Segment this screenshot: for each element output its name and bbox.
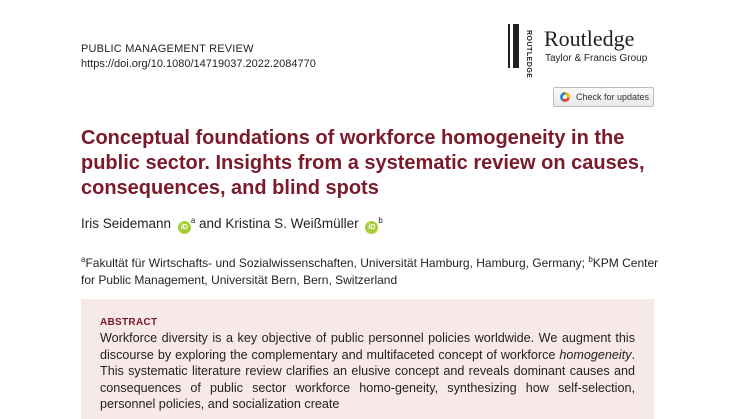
doi-link[interactable]: https://doi.org/10.1080/14719037.2022.2084770 [81,58,316,70]
publisher-group: Taylor & Francis Group [545,53,648,64]
abstract-box [81,299,654,419]
author-name: Iris Seidemann [81,216,172,231]
affil-a-text: Fakultät für Wirtschafts- und Sozialwissenschaften, Universität Hamburg, Hamburg, Germany; [85,256,585,270]
journal-header [81,42,316,72]
publisher-name: Routledge [544,26,635,51]
vertical-logo-text: ROUTLEDGE [525,30,532,79]
author-affil-marker: a [190,216,196,225]
check-for-updates-label: Check for updates [576,92,650,102]
author-separator: and [199,216,222,231]
journal-name: PUBLIC MANAGEMENT REVIEW [81,43,254,55]
orcid-icon[interactable]: iD [365,221,378,234]
routledge-vertical-logo [508,24,535,79]
check-for-updates-button[interactable] [553,87,654,107]
affil-marker-a: a [81,255,86,264]
affil-marker-b: b [588,255,593,264]
orcid-icon[interactable]: iD [178,221,191,234]
abstract-text: Workforce diversity is a key objective of public personnel policies worldwide. We augment this discourse by exploring the complementary and multifaceted concept of workforce homogeneity. This systematic literature review clarifies an elusive concept and reveals dominant causes and consequences of public sector workforce homo-geneity, synthesizing how self-selection, personnel policies, and socialization create [100,331,635,411]
author-line [81,216,383,234]
article-title: Conceptual foundations of workforce homogeneity in the public sector. Insights from a systematic review on causes, consequences, and blind spots [81,127,645,199]
author-affil-marker: b [378,216,383,225]
affil-b-text: KPM Center for Public Management, Universität Bern, Bern, Switzerland [81,256,659,287]
author-name: Kristina S. Weißmüller [225,216,359,231]
abstract-heading: ABSTRACT [100,317,158,328]
affiliations [81,251,661,289]
crossmark-icon [560,92,570,102]
